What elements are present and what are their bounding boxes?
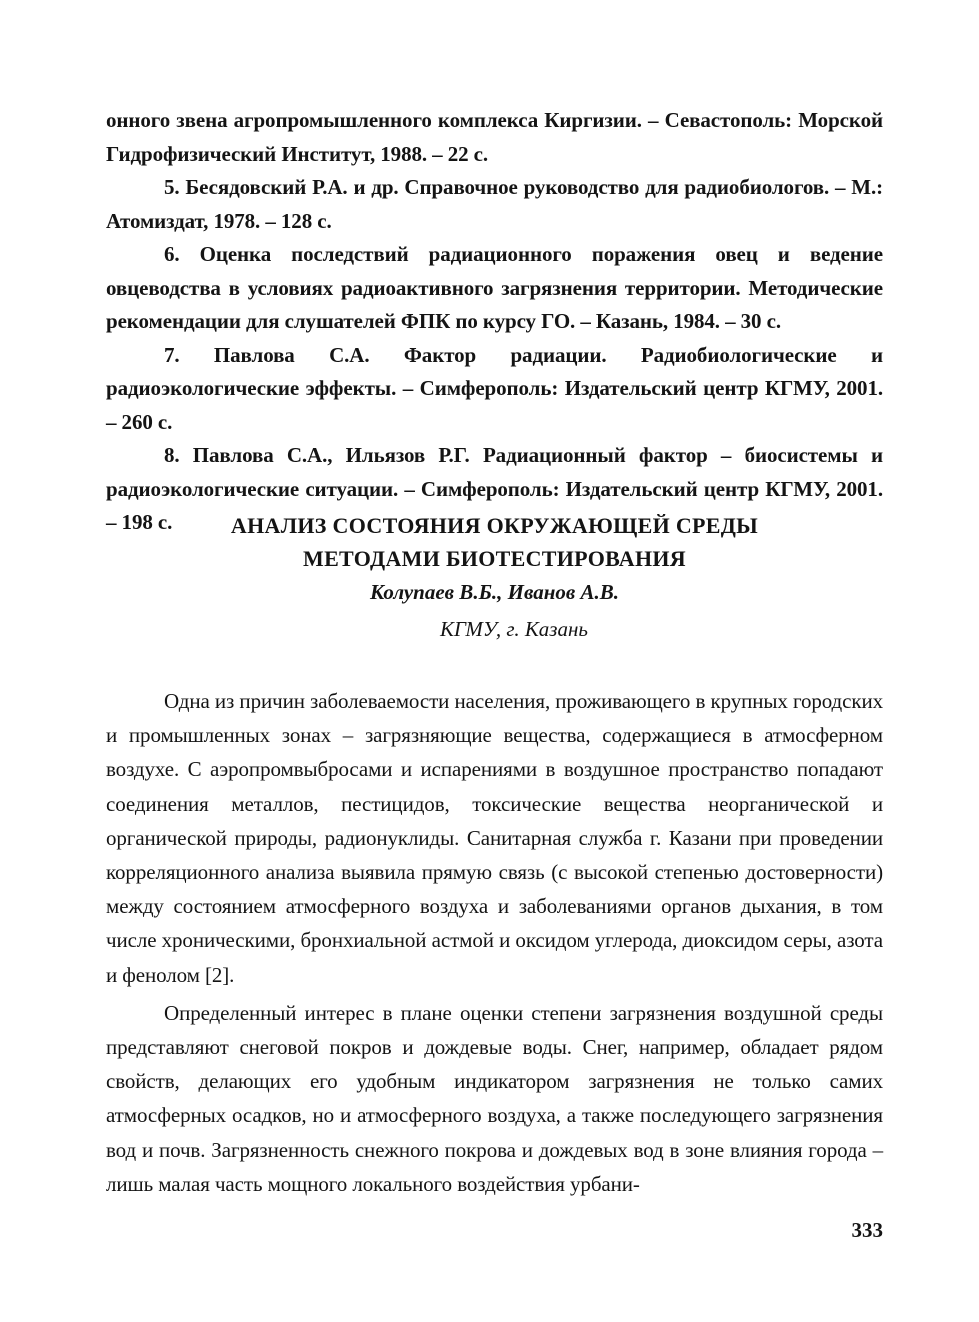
article-title bbox=[106, 509, 883, 575]
reference-item: 5. Бесядовский Р.А. и др. Справочное руководство для радиобиологов. – М.: Атомиздат, 1978. – 128 с. bbox=[106, 175, 883, 233]
reference-item: 6. Оценка последствий радиационного поражения овец и ведение овцеводства в условиях радиоактивного загрязнения территории. Методические рекомендации для слушателей ФПК по курсу ГО. – Казань, 1984. – 30 с. bbox=[106, 242, 883, 333]
article-title-line-1: АНАЛИЗ СОСТОЯНИЯ ОКРУЖАЮЩЕЙ СРЕДЫ bbox=[230, 513, 759, 538]
reference-item: 7. Павлова С.А. Фактор радиации. Радиобиологические и радиоэкологические эффекты. – Симферополь: Издательский центр КГМУ, 2001. – 260 с. bbox=[106, 342, 883, 434]
body-paragraph: Определенный интерес в плане оценки степени загрязнения воздушной среды представляют снеговой покров и дождевые воды. Снег, например, обладает рядом свойств, делающих его удобным индикатором загрязнения не только самих атмосферных осадков, но и атмосферного воздуха, а также последующего загрязнения вод и почв. Загрязненность снежного покрова и дождевых вод в зоне влияния города – лишь малая часть мощного локального воздействия урбани- bbox=[106, 1000, 883, 1196]
reference-list bbox=[106, 104, 883, 540]
article-body bbox=[106, 684, 883, 1201]
article-title-line-2: МЕТОДАМИ БИОТЕСТИРОВАНИЯ bbox=[303, 546, 686, 571]
reference-item: онного звена агропромышленного комплекса Киргизии. – Севастополь: Морской Гидрофизический Институт, 1988. – 22 с. bbox=[106, 108, 883, 166]
article-authors: Колупаев В.Б., Иванов А.В. bbox=[369, 580, 620, 604]
page-number: 333 bbox=[851, 1218, 883, 1242]
article-affiliation: КГМУ, г. Казань bbox=[440, 617, 588, 641]
body-paragraph: Одна из причин заболеваемости населения, проживающего в крупных городских и промышленных зонах – загрязняющие вещества, содержащиеся в атмосферном воздухе. С аэропромвыбросами и испарениями в воздушное пространство попадают соединения металлов, пестицидов, токсические вещества неорганической и органической природы, радионуклиды. Санитарная служба г. Казани при проведении корреляционного анализа выявила прямую связь (с высокой степенью достоверности) между состоянием атмосферного воздуха и заболеваниями органов дыхания, в том числе хроническими, бронхиальной астмой и оксидом углерода, диоксидом серы, азота и фенолом [2]. bbox=[106, 689, 883, 987]
reference-item: 8. Павлова С.А., Ильязов Р.Г. Радиационный фактор – биосистемы и радиоэкологические ситуации. – Симферополь: Издательский центр КГМУ, 2001. – 198 с. bbox=[106, 443, 883, 534]
